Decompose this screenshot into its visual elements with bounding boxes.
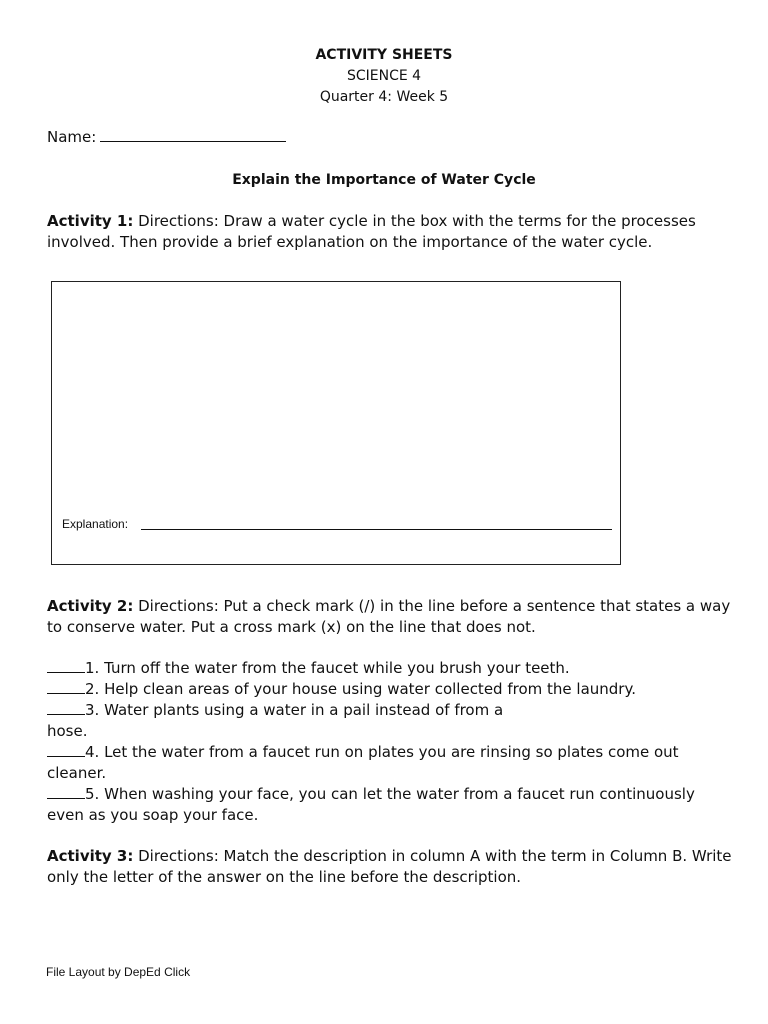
activity3-directions-line2: only the letter of the answer on the line before the description. [47, 868, 522, 886]
explanation-blank[interactable] [141, 529, 612, 530]
activity3-label: Activity 3: [47, 847, 134, 865]
name-blank[interactable] [100, 127, 286, 142]
list-item [47, 742, 679, 763]
answer-blank-1[interactable] [47, 660, 85, 673]
list-item [47, 679, 636, 700]
sheet-title: ACTIVITY SHEETS [315, 47, 453, 63]
list-item [47, 784, 695, 805]
item-text-4-cont: cleaner. [47, 764, 107, 782]
name-label: Name: [47, 128, 97, 146]
answer-blank-5[interactable] [47, 786, 85, 799]
answer-blank-4[interactable] [47, 744, 85, 757]
activity3-text1: Directions: Match the description in column A with the term in Column B. Write [133, 847, 732, 865]
list-item [47, 658, 570, 679]
item-text-3: 3. Water plants using a water in a pail instead of from a [85, 701, 504, 719]
item-text-4: 4. Let the water from a faucet run on plates you are rinsing so plates come out [85, 743, 679, 761]
activity2-text1: Directions: Put a check mark (/) in the line before a sentence that states a way [133, 597, 731, 615]
activity1-label: Activity 1: [47, 212, 134, 230]
drawing-box[interactable] [51, 281, 621, 565]
activity3-directions-line1 [47, 846, 732, 867]
answer-blank-2[interactable] [47, 681, 85, 694]
activity1-directions-line2: involved. Then provide a brief explanation on the importance of the water cycle. [47, 233, 653, 251]
item-text-2: 2. Help clean areas of your house using water collected from the laundry. [85, 680, 636, 698]
list-item [47, 700, 503, 721]
topic-heading: Explain the Importance of Water Cycle [232, 172, 536, 188]
activity2-label: Activity 2: [47, 597, 134, 615]
item-text-1: 1. Turn off the water from the faucet while you brush your teeth. [85, 659, 570, 677]
item-text-5-cont: even as you soap your face. [47, 806, 259, 824]
activity1-directions-line1 [47, 211, 696, 232]
activity1-text1: Directions: Draw a water cycle in the box with the terms for the processes [133, 212, 696, 230]
item-text-3-cont: hose. [47, 722, 88, 740]
explanation-label: Explanation: [62, 517, 129, 531]
activity2-directions-line1 [47, 596, 730, 617]
item-text-5: 5. When washing your face, you can let the water from a faucet run continuously [85, 785, 695, 803]
footer-credit: File Layout by DepEd Click [46, 965, 191, 979]
quarter-label: Quarter 4: Week 5 [319, 89, 449, 105]
activity2-directions-line2: to conserve water. Put a cross mark (x) on the line that does not. [47, 618, 536, 636]
answer-blank-3[interactable] [47, 702, 85, 715]
name-row [47, 127, 286, 148]
subject-label: SCIENCE 4 [346, 68, 422, 84]
